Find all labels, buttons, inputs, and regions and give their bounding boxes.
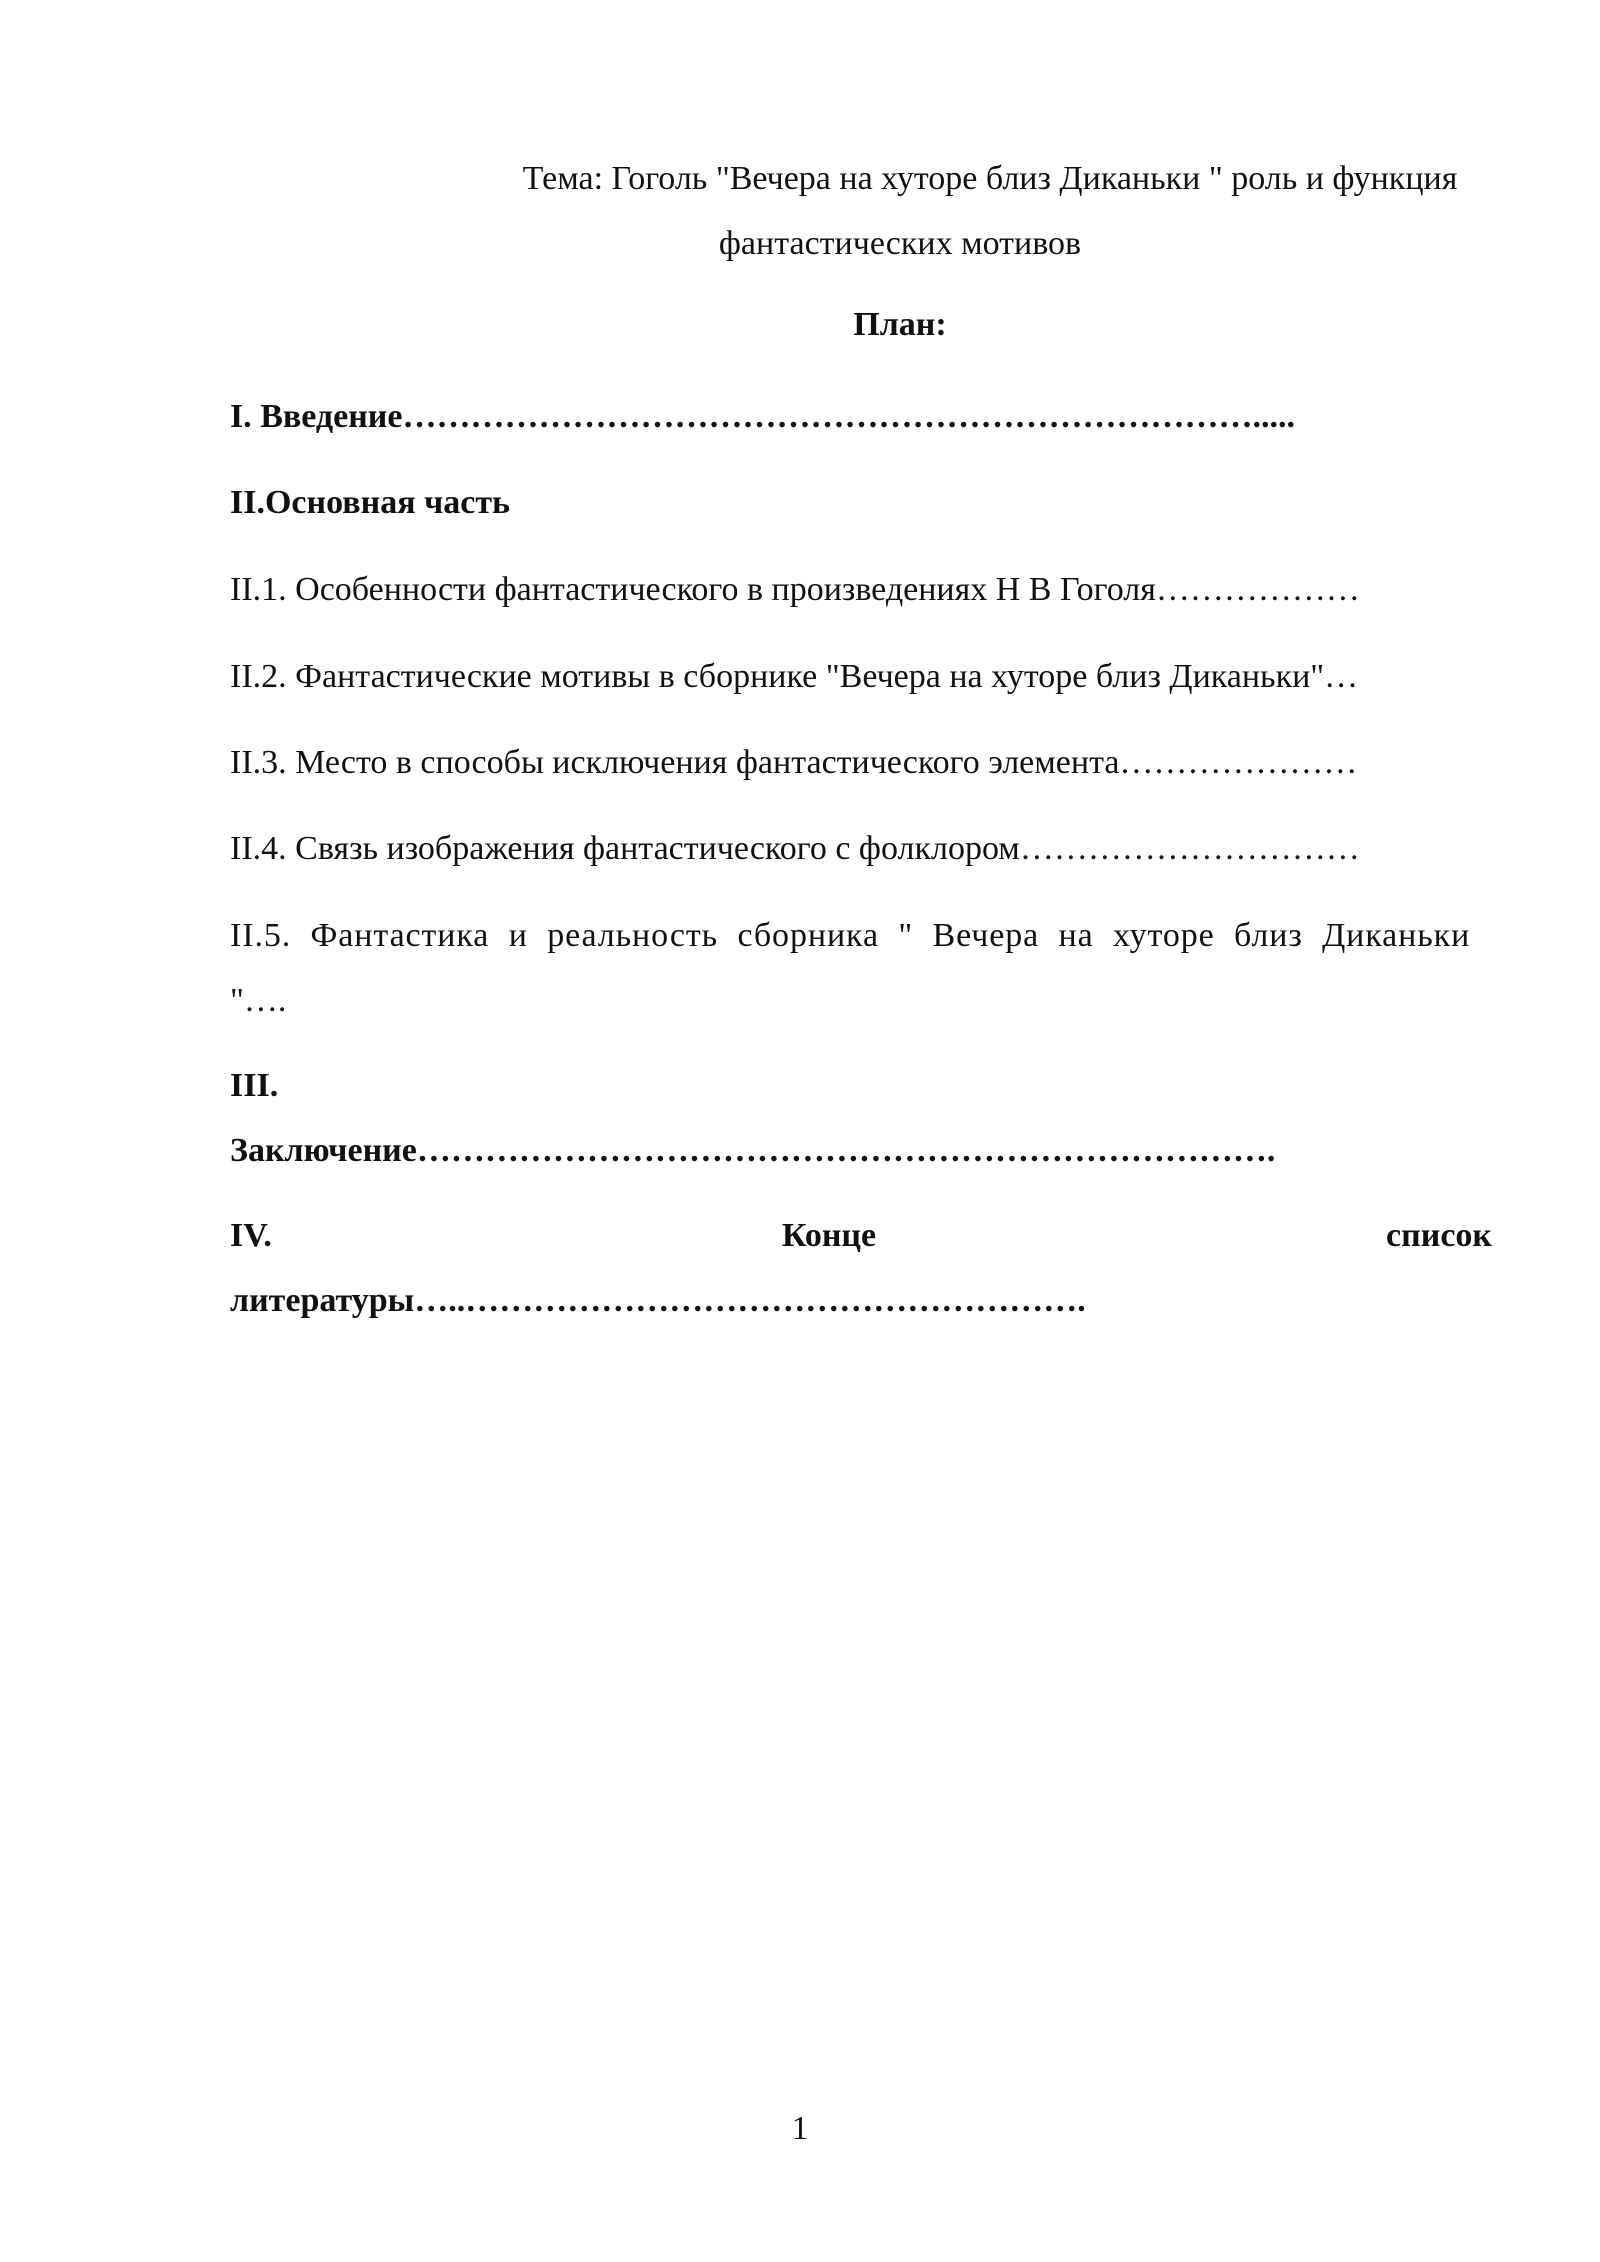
toc-bibliography-word-2: список bbox=[1386, 1217, 1492, 1254]
toc-bibliography-number: IV. bbox=[230, 1217, 272, 1254]
document-title bbox=[200, 146, 1600, 276]
toc-item-5-line-1 bbox=[230, 903, 1492, 968]
toc-item-5 bbox=[230, 903, 1492, 1033]
toc-item-4: II.4. Связь изображения фантастического с фолклором………………………… bbox=[230, 830, 1360, 867]
toc-conclusion-text: Заключение…………………………………………………………………. bbox=[230, 1132, 1276, 1169]
toc-item-2: II.2. Фантастические мотивы в сборнике "Вечера на хуторе близ Диканьки"… bbox=[230, 658, 1359, 695]
toc-intro: I. Введение…………………………………………………………………..... bbox=[230, 398, 1295, 435]
toc-item-5-text: II.5. Фантастика и реальность сборника " Вечера на хуторе близ Диканьки bbox=[230, 917, 1471, 954]
toc-conclusion-number: III. bbox=[230, 1067, 279, 1104]
toc-item-3: II.3. Место в способы исключения фантастического элемента………………… bbox=[230, 744, 1358, 781]
toc-bibliography bbox=[230, 1203, 1492, 1333]
page-number: 1 bbox=[791, 2110, 809, 2147]
toc-bibliography-line-2: литературы…..………………………………………………. bbox=[230, 1282, 1086, 1319]
plan-heading: План: bbox=[853, 306, 947, 343]
toc-item-1: II.1. Особенности фантастического в произведениях Н В Гоголя……………… bbox=[230, 571, 1360, 608]
toc-item-5-line-2: "…. bbox=[230, 982, 287, 1019]
title-line-2: фантастических мотивов bbox=[718, 225, 1082, 262]
toc-bibliography-line-1 bbox=[230, 1203, 1492, 1268]
toc-conclusion bbox=[230, 1053, 1492, 1183]
title-line-1: Тема: Гоголь "Вечера на хуторе близ Диканьки " роль и функция bbox=[522, 160, 1458, 197]
toc-main-part: II.Основная часть bbox=[230, 484, 511, 521]
toc-bibliography-word-1: Конце bbox=[781, 1217, 877, 1254]
